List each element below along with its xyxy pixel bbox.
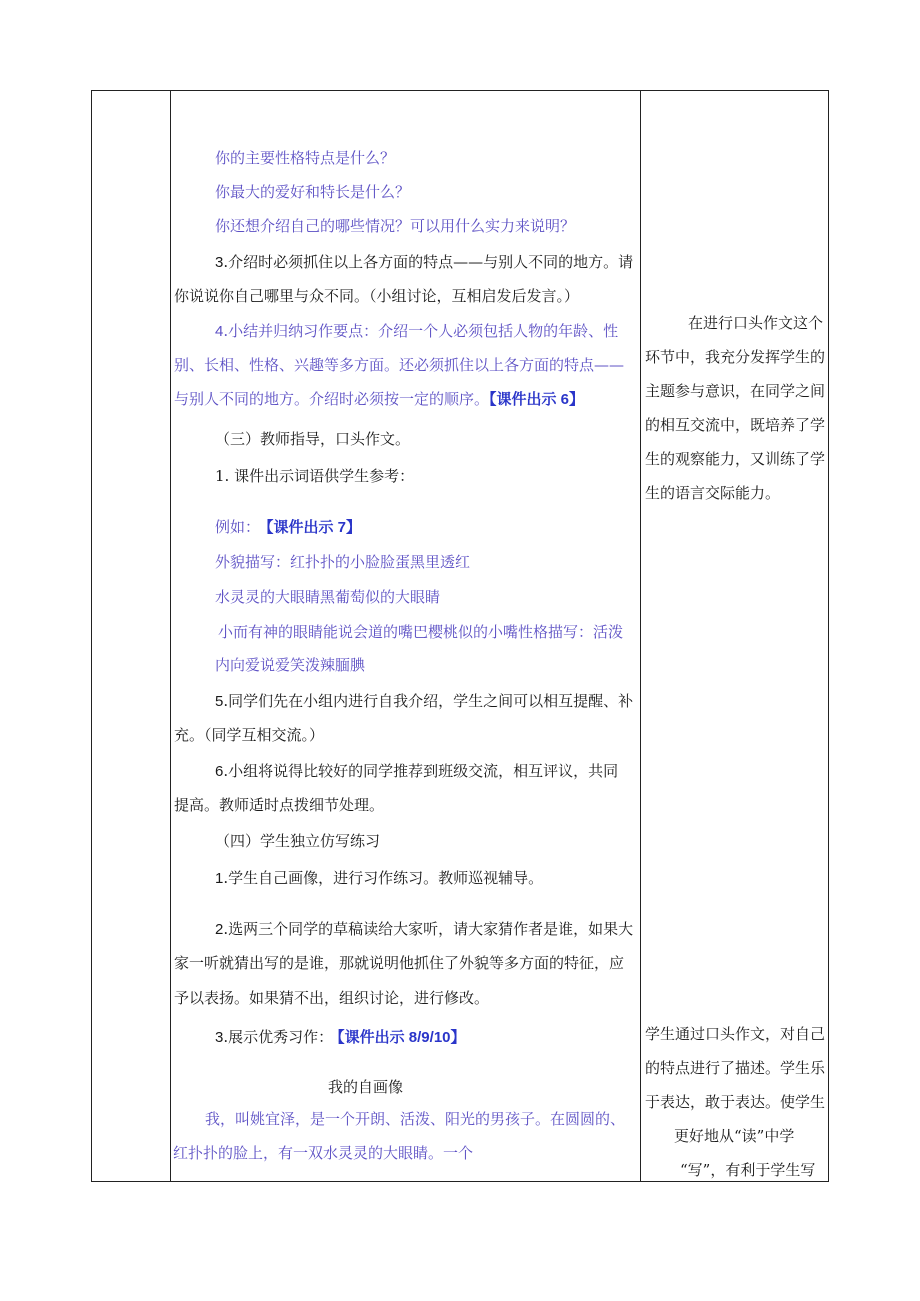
task-1-number: 1	[215, 870, 224, 887]
reflection-2-line-4: 更好地从“读”中学	[674, 1127, 795, 1145]
appearance-words-2: 水灵灵的大眼睛黑葡萄似的大眼睛	[215, 588, 441, 606]
point-6-number: 6	[215, 763, 224, 780]
question-personality: 你的主要性格特点是什么？	[215, 149, 396, 167]
appearance-words-1: 外貌描写：红扑扑的小脸脸蛋黑里透红	[215, 553, 471, 571]
task-2-number: 2	[215, 921, 224, 938]
point-5-text: .同学们先在小组内进行自我介绍，学生之间可以相互提醒、补	[223, 692, 634, 710]
task-2-line-3: 予以表扬。如果猜不出，组织讨论，进行修改。	[174, 989, 490, 1007]
point-4-line-3	[174, 389, 584, 410]
point-3-line-2: 你说说你自己哪里与众不同。（小组讨论，互相启发后发言。）	[174, 287, 580, 305]
courseware-tag-8-9-10: 【课件出示 8/9/10】	[337, 1029, 466, 1046]
point-6-line-1	[215, 761, 618, 782]
section-4-heading: （四）学生独立仿写练习	[215, 832, 381, 850]
point-5-line-2: 充。（同学互相交流。）	[174, 726, 325, 744]
reflection-1-line-5: 生的观察能力，又训练了学	[645, 450, 826, 468]
task-2-line-2: 家一听就猜出写的是谁，那就说明他抓住了外貌等多方面的特征，应	[174, 954, 625, 972]
reflection-1-line-6: 生的语言交际能力。	[645, 484, 781, 502]
task-1-text: .学生自己画像，进行习作练习。教师巡视辅导。	[223, 869, 544, 887]
question-other: 你还想介绍自己的哪些情况？可以用什么实力来说明？	[215, 217, 576, 235]
point-4-text-end: 与别人不同的地方。介绍时必须按一定的顺序。	[174, 390, 490, 408]
reflection-2-line-3: 于表达，敢于表达。使学生	[645, 1093, 826, 1111]
column-divider-1	[170, 91, 171, 1181]
reflection-2-line-5: “写”，有利于学生写	[680, 1161, 816, 1179]
point-4-line-2: 别、长相、性格、兴趣等多方面。还必须抓住以上各方面的特点——	[174, 356, 625, 374]
column-divider-2	[640, 91, 641, 1181]
task-2-line-1	[215, 919, 633, 940]
point-5-line-1	[215, 691, 633, 712]
reflection-2-line-2: 的特点进行了描述。学生乐	[645, 1059, 826, 1077]
example-label: 例如：	[215, 518, 261, 536]
point-4-number: 4	[215, 323, 224, 340]
point-3-line-1	[215, 252, 633, 273]
point-5-number: 5	[215, 693, 224, 710]
reflection-2-line-1: 学生通过口头作文，对自己	[645, 1025, 826, 1043]
section-3-heading: （三）教师指导，口头作文。	[215, 430, 411, 448]
point-3-number: 3	[215, 254, 224, 271]
essay-title: 我的自画像	[328, 1078, 404, 1096]
essay-line-2: 红扑扑的脸上，有一双水灵灵的大眼睛。一个	[173, 1144, 474, 1162]
task-3-line	[215, 1027, 466, 1048]
task-2-text: .选两三个同学的草稿读给大家听，请大家猜作者是谁，如果大	[223, 920, 634, 938]
example-line	[215, 517, 361, 538]
task-3-number: 3	[215, 1029, 224, 1046]
reflection-1-line-4: 的相互交流中，既培养了学	[645, 416, 826, 434]
reflection-1-line-3: 主题参与意识，在同学之间	[645, 382, 826, 400]
essay-line-1: 我，叫姚宜泽，是一个开朗、活泼、阳光的男孩子。在圆圆的、	[205, 1110, 626, 1128]
courseware-tag-7: 【课件出示 7】	[266, 519, 362, 536]
reflection-1-line-2: 环节中，我充分发挥学生的	[645, 348, 826, 366]
task-3-text: .展示优秀习作：	[223, 1028, 334, 1046]
point-4-line-1	[215, 321, 618, 342]
reflection-1-line-1: 在进行口头作文这个	[688, 314, 824, 332]
point-4-text: .小结并归纳习作要点：介绍一个人必须包括人物的年龄、性	[223, 322, 619, 340]
task-1-line	[215, 868, 543, 889]
step-1-words: 1. 课件出示词语供学生参考：	[215, 467, 415, 485]
courseware-tag-6: 【课件出示 6】	[489, 391, 585, 408]
personality-words: 内向爱说爱笑泼辣腼腆	[215, 656, 366, 674]
point-6-text: .小组将说得比较好的同学推荐到班级交流，相互评议，共同	[223, 762, 619, 780]
question-hobby: 你最大的爱好和特长是什么？	[215, 183, 411, 201]
point-6-line-2: 提高。教师适时点拨细节处理。	[174, 796, 385, 814]
point-3-text: .介绍时必须抓住以上各方面的特点——与别人不同的地方。请	[223, 253, 634, 271]
appearance-words-3: 小而有神的眼睛能说会道的嘴巴樱桃似的小嘴性格描写：活泼	[218, 623, 624, 641]
